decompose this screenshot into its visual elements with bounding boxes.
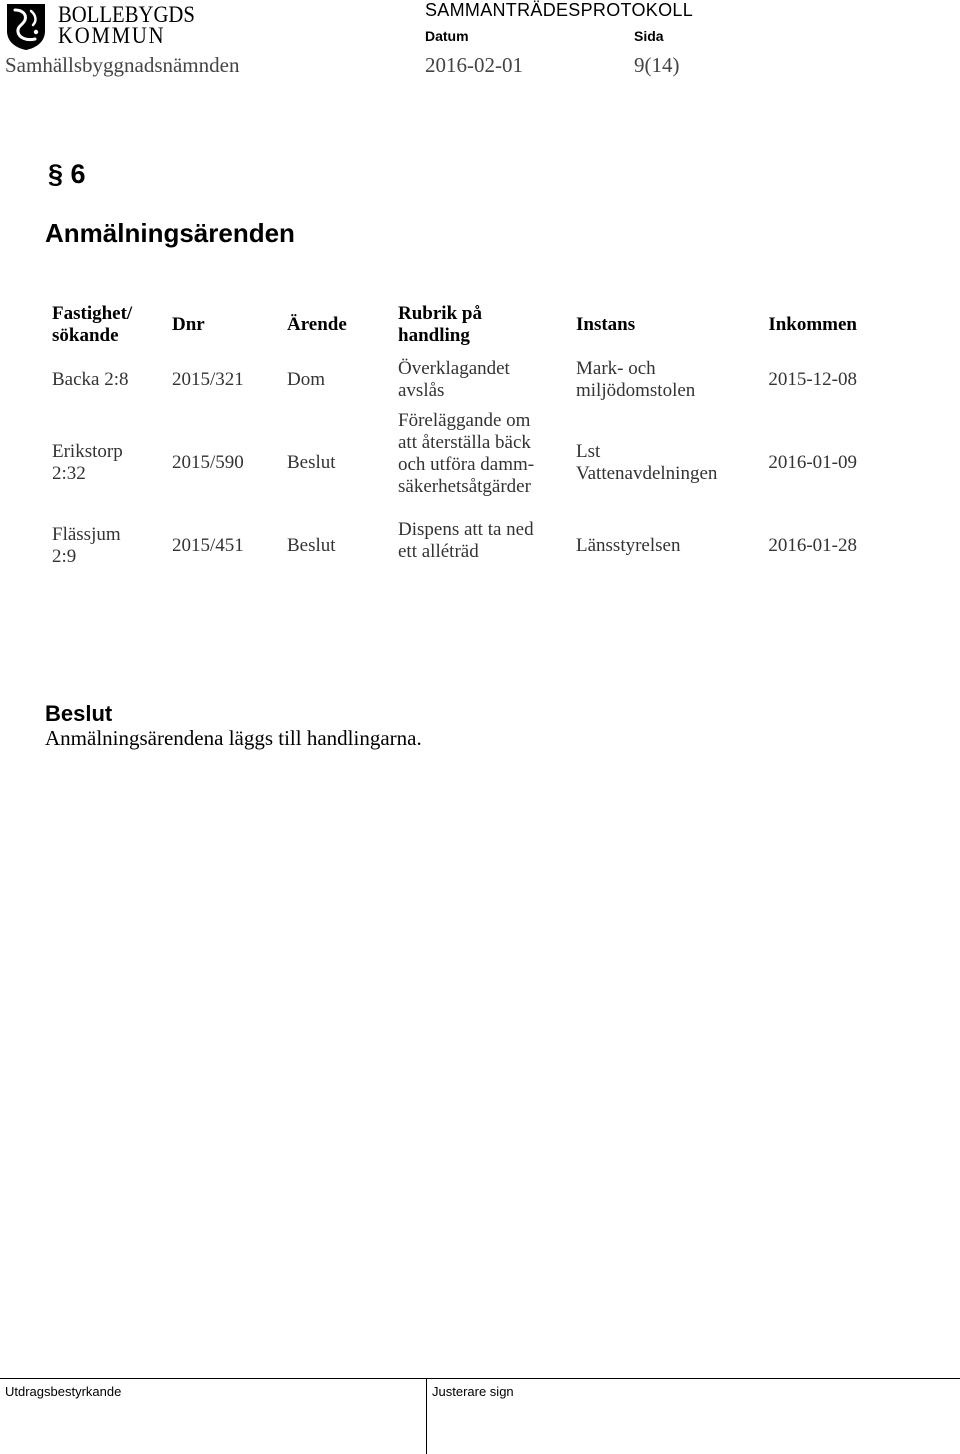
footer-divider [0,1378,960,1379]
paragraph-number: § 6 [48,159,86,189]
cell-document-title: Dispens att ta ned ett alléträd [398,519,534,562]
cell-dnr: 2015/451 [172,535,244,556]
cell-document-title: Föreläggande om att återställa bäck och utföra damm- säkerhetsåtgärder [398,410,535,497]
column-header-case: Ärende [287,314,347,335]
column-header-dnr: Dnr [172,314,205,335]
cell-authority: Mark- och miljödomstolen [576,358,696,401]
cell-case: Dom [287,369,325,390]
column-header-property: Fastighet/ sökande [52,303,133,346]
municipal-coat-of-arms-icon [6,3,46,51]
cell-property: Flässjum 2:9 [52,524,121,567]
cell-authority: Lst Vattenavdelningen [576,441,718,484]
date-label: Datum [425,28,469,44]
footer-column-divider [426,1378,427,1454]
logo-text-line1: BOLLEBYGDS [58,2,195,27]
decision-text: Anmälningsärendena läggs till handlingarna. [45,726,422,750]
column-header-authority: Instans [576,314,636,335]
cell-received: 2015-12-08 [768,369,857,390]
table-row [52,513,857,579]
adjuster-signature-label: Justerare sign [432,1384,514,1399]
table-header-row [52,303,857,347]
column-header-document-title: Rubrik på handling [398,303,482,346]
decision-heading: Beslut [45,701,113,726]
certification-label: Utdragsbestyrkande [5,1384,122,1399]
cell-received: 2016-01-09 [768,452,857,473]
page-label: Sida [634,28,664,44]
page-number: 9(14) [634,53,680,77]
table-row [52,413,857,513]
cell-property: Backa 2:8 [52,369,129,390]
cell-dnr: 2015/321 [172,369,244,390]
cell-property: Erikstorp 2:32 [52,441,123,484]
section-title: Anmälningsärenden [45,218,295,248]
cell-case: Beslut [287,452,336,473]
document-type: SAMMANTRÄDESPROTOKOLL [425,0,694,20]
cell-dnr: 2015/590 [172,452,244,473]
cell-authority: Länsstyrelsen [576,535,681,556]
committee-name: Samhällsbyggnadsnämnden [5,53,240,77]
column-header-received: Inkommen [768,314,857,335]
cell-received: 2016-01-28 [768,535,857,556]
notifications-table [52,303,857,579]
cell-case: Beslut [287,535,336,556]
logo-text-line2: KOMMUN [58,23,166,48]
cell-document-title: Överklagandet avslås [398,358,510,401]
meeting-date: 2016-02-01 [425,53,523,77]
